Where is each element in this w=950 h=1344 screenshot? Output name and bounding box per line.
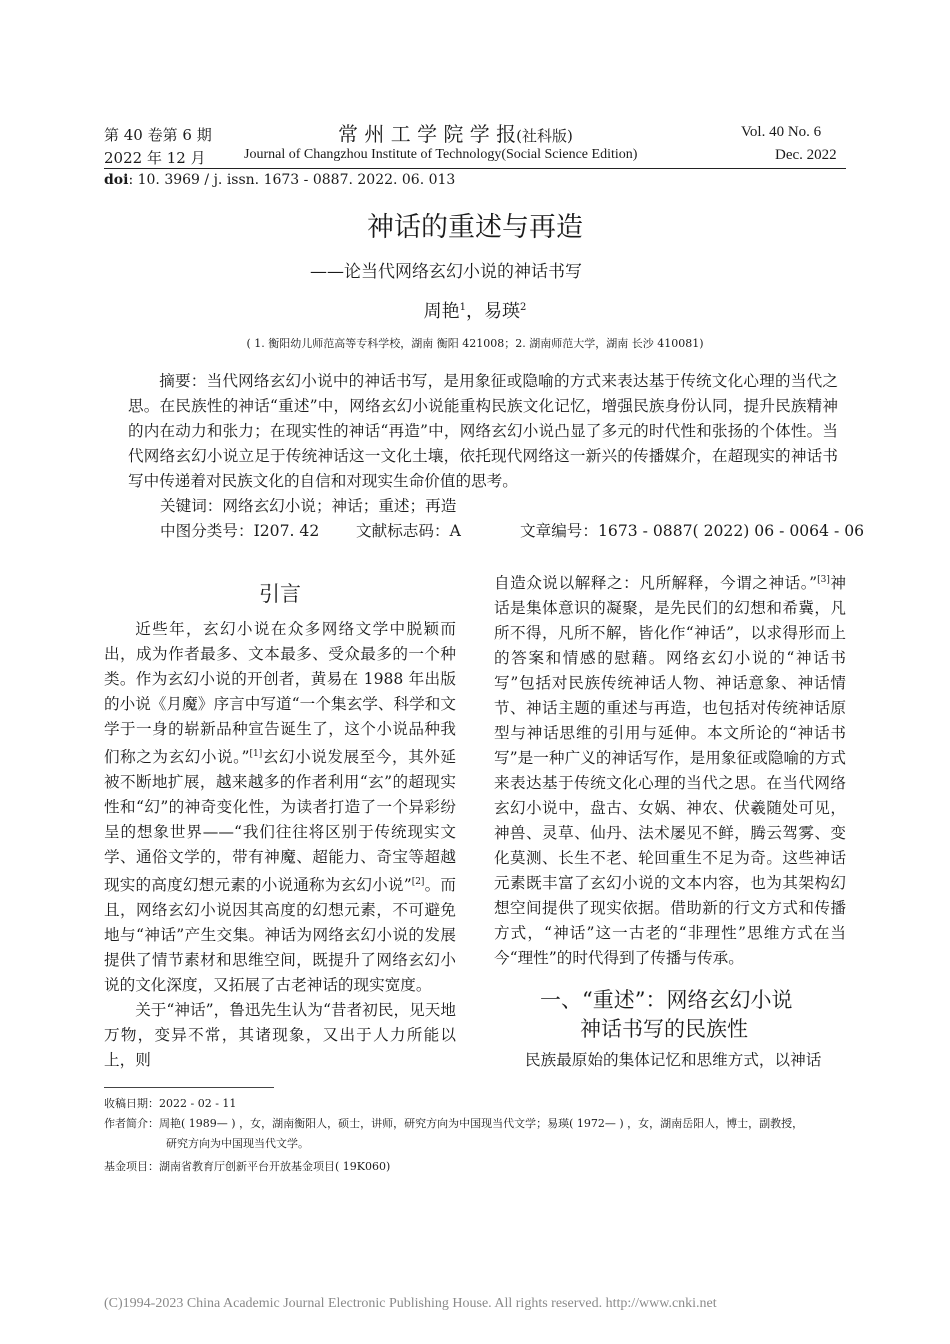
intro-paragraph-1 (104, 617, 456, 998)
document-code-value: A (449, 522, 461, 540)
header-rule (104, 168, 846, 169)
article-title: 神话的重述与再造 (367, 212, 583, 243)
journal-name-cn: 常 州 工 学 院 学 报 (338, 122, 517, 146)
date-cn: 2022 年 12 月 (104, 149, 206, 167)
keywords-label: 关键词： (160, 497, 223, 515)
clc-number (160, 519, 319, 541)
author-bio-label: 作者简介： (104, 1117, 159, 1130)
author-bio (104, 1114, 803, 1134)
abstract-label: 摘要： (159, 372, 207, 390)
right-column (494, 568, 846, 971)
author-2: 易瑛 (484, 301, 520, 322)
article-number-label: 文章编号： (520, 522, 598, 540)
keywords-value: 网络玄幻小说；神话；重述；再造 (222, 497, 457, 515)
intro-text-3: 。而且，网络玄幻小说因其高度的幻想元素，不可避免地与“神话”产生交集。神话为网络玄幻小说的发展提供了情节素材和思维空间，既提升了网络玄幻小说的文化深度，又拓展了古老神话的现实宽度。 (104, 876, 456, 995)
document-code-label: 文献标志码： (356, 522, 450, 540)
author-bio-continued: 研究方向为中国现当代文学。 (166, 1137, 309, 1150)
authors (0, 297, 950, 323)
clc-value: I207. 42 (253, 522, 320, 540)
author-1-mark: 1 (459, 302, 466, 313)
article-subtitle: ——论当代网络玄幻小说的神话书写 (310, 262, 582, 282)
author-separator: ， (466, 301, 484, 322)
intro-text-1: 近些年，玄幻小说在众多网络文学中脱颖而出，成为作者最多、文本最多、受众最多的一个种类。作为玄幻小说的开创者，黄易在 1988 年出版的小说《月魔》序言中写道“一个集玄学、科学和文学于一身的崭新品种宣告诞生了，这个小说品种我们称之为玄幻小说。” (104, 620, 456, 767)
keywords (160, 494, 456, 516)
right-paragraph-1 (494, 568, 846, 971)
volume-issue-en: Vol. 40 No. 6 (741, 124, 822, 140)
affiliations: ( 1. 衡阳幼儿师范高等专科学校，湖南 衡阳 421008；2. 湖南师范大学，湖南 长沙 410081) (246, 337, 704, 350)
article-number-value: 1673 - 0887( 2022) 06 - 0064 - 06 (597, 522, 865, 540)
volume-issue-cn: 第 40 卷第 6 期 (104, 126, 212, 144)
section-1-heading-line-2: 神话书写的民族性 (580, 1017, 748, 1041)
doi-line (104, 172, 455, 188)
section-1-paragraph: 民族最原始的集体记忆和思维方式，以神话 (525, 1051, 822, 1069)
received-date: 收稿日期：2022 - 02 - 11 (104, 1097, 237, 1110)
intro-text-2: 玄幻小说发展至今，其外延被不断地扩展，越来越多的作者利用“玄”的超现实性和“幻”的神奇变化性，为读者打造了一个异彩纷呈的想象世界——“我们往往将区别于传统现实文学、通俗文学的，带有神魔、超能力、奇宝等超越现实的高度幻想元素的小说通称为玄幻小说” (104, 748, 456, 895)
journal-title-en: Journal of Changzhou Institute of Technology(Social Science Edition) (244, 147, 638, 162)
author-2-mark: 2 (520, 302, 527, 313)
citation-1: [1] (249, 749, 263, 759)
copyright-footer: (C)1994-2023 China Academic Journal Electronic Publishing House. All rights reserved. http://www.cnki.net (104, 1296, 717, 1311)
doi-label: doi (104, 172, 129, 188)
citation-3: [3] (817, 575, 830, 585)
abstract-text: 当代网络玄幻小说中的神话书写，是用象征或隐喻的方式来表达基于传统文化心理的当代之思。在民族性的神话“重述”中，网络玄幻小说能重构民族文化记忆，增强民族身份认同，提升民族精神的内在动力和张力；在现实性的神话“再造”中，网络玄幻小说凸显了多元的时代性和张扬的个体性。当代网络玄幻小说立足于传统神话这一文化土壤，依托现代网络这一新兴的传播媒介，在超现实的神话书写中传递着对民族文化的自信和对现实生命价值的思考。 (128, 372, 838, 490)
abstract (128, 369, 838, 494)
footnote-rule (104, 1087, 274, 1088)
article-number (520, 519, 864, 541)
left-column (104, 617, 456, 1073)
section-1-heading-line-1: 一、“重述”：网络玄幻小说 (540, 988, 793, 1012)
journal-edition-cn: (社科版) (516, 127, 573, 145)
date-en: Dec. 2022 (775, 147, 837, 163)
document-code (356, 519, 461, 541)
journal-title-cn (338, 118, 573, 147)
doi-value: : 10. 3969 / j. issn. 1673 - 0887. 2022. 06. 013 (128, 172, 456, 188)
author-bio-text: 周艳( 1989— ) ，女，湖南衡阳人，硕士，讲师，研究方向为中国现当代文学；易瑛( 1972— ) ，女，湖南岳阳人，博士，副教授， (159, 1117, 804, 1130)
author-1: 周艳 (423, 301, 460, 322)
right-text-1: 自造众说以解释之：凡所解释，今谓之神话。” (494, 574, 818, 593)
intro-heading: 引言 (259, 582, 301, 606)
funding: 基金项目：湖南省教育厅创新平台开放基金项目( 19K060) (104, 1160, 391, 1173)
clc-label: 中图分类号： (160, 522, 254, 540)
citation-2: [2] (411, 877, 425, 888)
right-text-2: 神话是集体意识的凝聚，是先民们的幻想和希冀，凡所不得，凡所不解，皆化作“神话”，以求得形而上的答案和情感的慰藉。网络玄幻小说的“神话书写”包括对民族传统神话人物、神话意象、神话情节、神话主题的重述与再造，也包括对传统神话原型与神话思维的引用与延伸。本文所论的“神话书写”是一种广义的神话写作，是用象征或隐喻的方式来表达基于传统文化心理的当代之思。在当代网络玄幻小说中，盘古、女娲、神农、伏羲随处可见，神兽、灵草、仙丹、法术屡见不鲜，腾云驾雾、变化莫测、长生不老、轮回重生不足为奇。这些神话元素既丰富了玄幻小说的文本内容，也为其架构幻想空间提供了现实依据。借助新的行文方式和传播方式，“神话”这一古老的“非理性”思维方式在当今“理性”的时代得到了传播与传承。 (494, 574, 846, 968)
intro-paragraph-2: 关于“神话”，鲁迅先生认为“昔者初民，见天地万物，变异不常，其诸现象，又出于人力所能以上，则 (104, 1001, 456, 1070)
